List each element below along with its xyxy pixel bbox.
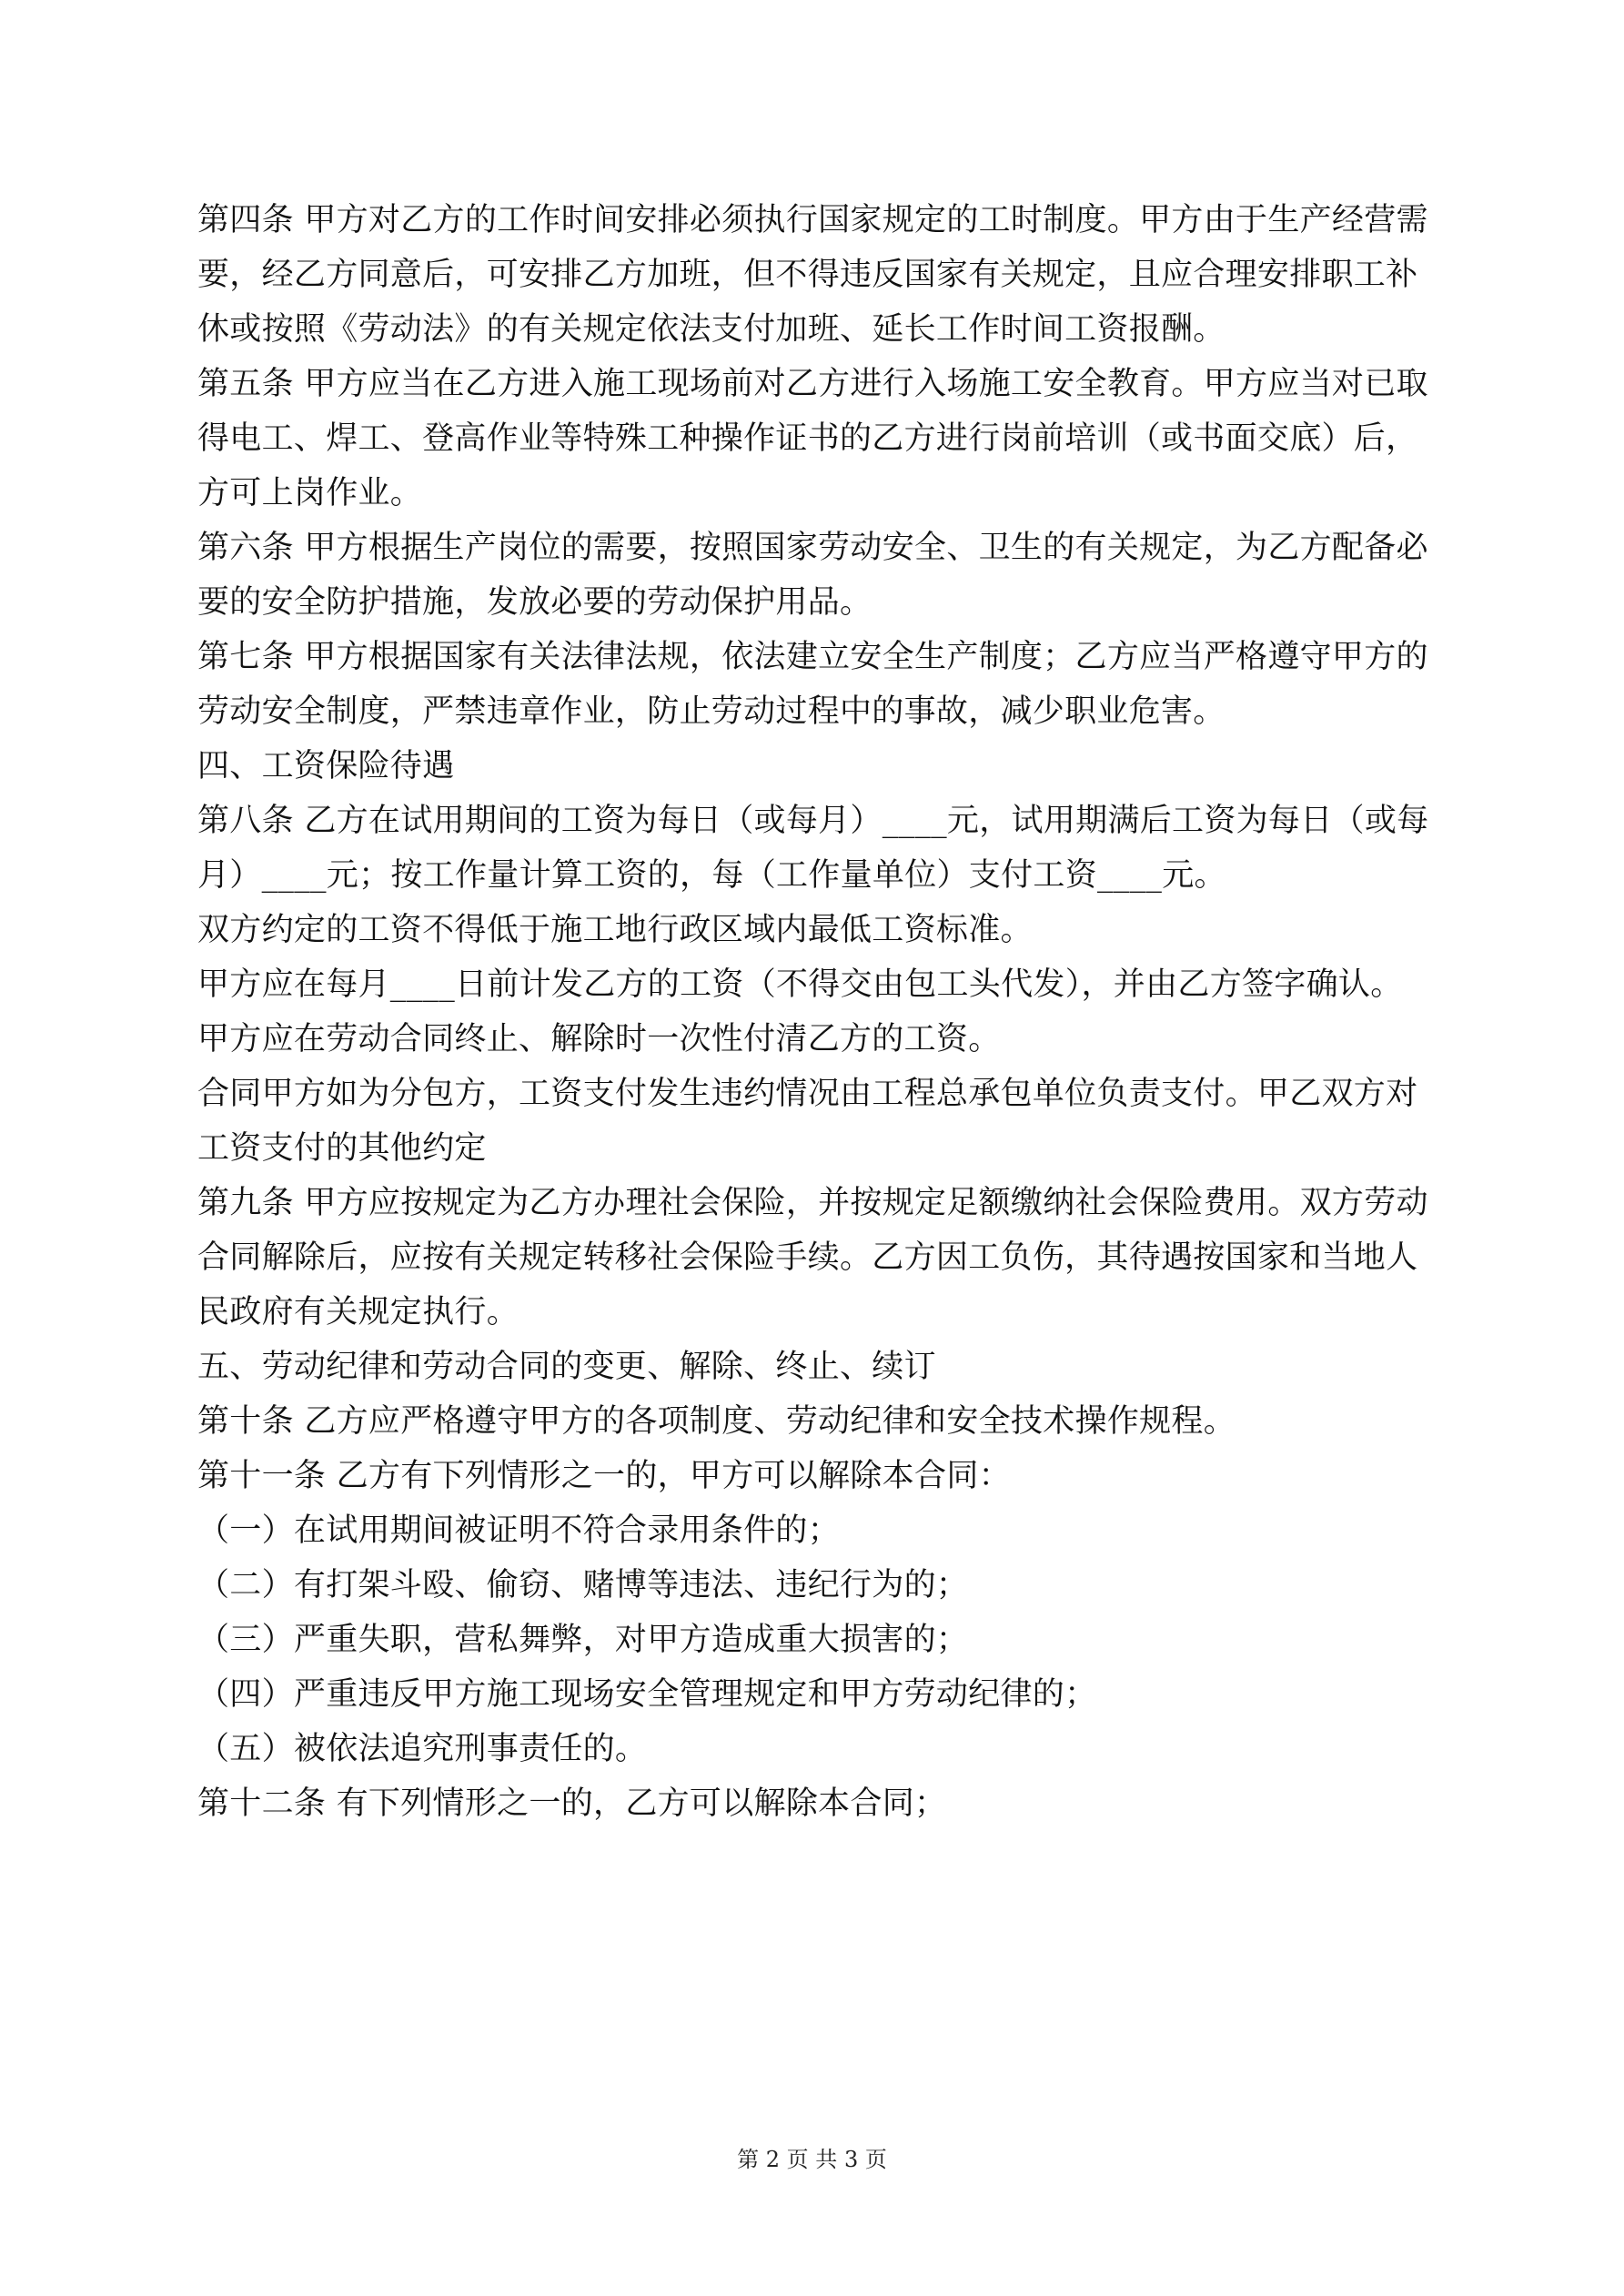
paragraph-article-4: 第四条 甲方对乙方的工作时间安排必须执行国家规定的工时制度。甲方由于生产经营需要，经乙方同意后，可安排乙方加班，但不得违反国家有关规定，且应合理安排职工补休或按照《劳动法》的有关规定依法支付加班、延长工作时间工资报酬。 [197,202,1428,348]
paragraph-article-9: 第九条 甲方应按规定为乙方办理社会保险，并按规定足额缴纳社会保险费用。双方劳动合同解除后，应按有关规定转移社会保险手续。乙方因工负伤，其待遇按国家和当地人民政府有关规定执行。 [197,1185,1428,1330]
list-item-2: （二）有打架斗殴、偷窃、赌博等违法、违纪行为的； [197,1567,969,1603]
list-item-4: （四）严重违反甲方施工现场安全管理规定和甲方劳动纪律的； [197,1676,1097,1713]
paragraph-article-11: 第十一条 乙方有下列情形之一的，甲方可以解除本合同： [197,1458,1011,1494]
section-heading-discipline: 五、劳动纪律和劳动合同的变更、解除、终止、续订 [197,1349,936,1385]
paragraph-article-10: 第十条 乙方应严格遵守甲方的各项制度、劳动纪律和安全技术操作规程。 [197,1403,1236,1440]
paragraph-min-wage: 双方约定的工资不得低于施工地行政区域内最低工资标准。 [197,912,1033,948]
list-item-3: （三）严重失职，营私舞弊，对甲方造成重大损害的； [197,1622,969,1658]
list-item-1: （一）在试用期间被证明不符合录用条件的； [197,1512,841,1549]
paragraph-article-8: 第八条 乙方在试用期间的工资为每日（或每月）____元，试用期满后工资为每日（或每月）____元；按工作量计算工资的，每（工作量单位）支付工资____元。 [197,803,1429,894]
paragraph-final-pay: 甲方应在劳动合同终止、解除时一次性付清乙方的工资。 [197,1021,1001,1057]
paragraph-subcontractor: 合同甲方如为分包方，工资支付发生违约情况由工程总承包单位负责支付。甲乙双方对工资支付的其他约定 [197,1076,1418,1167]
list-item-5: （五）被依法追究刑事责任的。 [197,1731,648,1767]
page-number-footer: 第 2 页 共 3 页 [737,2147,887,2172]
paragraph-article-7: 第七条 甲方根据国家有关法律法规，依法建立安全生产制度；乙方应当严格遵守甲方的劳动安全制度，严禁违章作业，防止劳动过程中的事故，减少职业危害。 [197,639,1428,730]
paragraph-article-6: 第六条 甲方根据生产岗位的需要，按照国家劳动安全、卫生的有关规定，为乙方配备必要的安全防护措施，发放必要的劳动保护用品。 [197,530,1428,621]
paragraph-article-5: 第五条 甲方应当在乙方进入施工现场前对乙方进行入场施工安全教育。甲方应当对已取得电工、焊工、登高作业等特殊工种操作证书的乙方进行岗前培训（或书面交底）后，方可上岗作业。 [197,366,1428,511]
section-heading-wages: 四、工资保险待遇 [197,748,455,784]
paragraph-pay-date: 甲方应在每月____日前计发乙方的工资（不得交由包工头代发），并由乙方签字确认。 [197,966,1403,1003]
document-body [197,193,1448,1831]
paragraph-article-12: 第十二条 有下列情形之一的，乙方可以解除本合同； [197,1785,947,1822]
